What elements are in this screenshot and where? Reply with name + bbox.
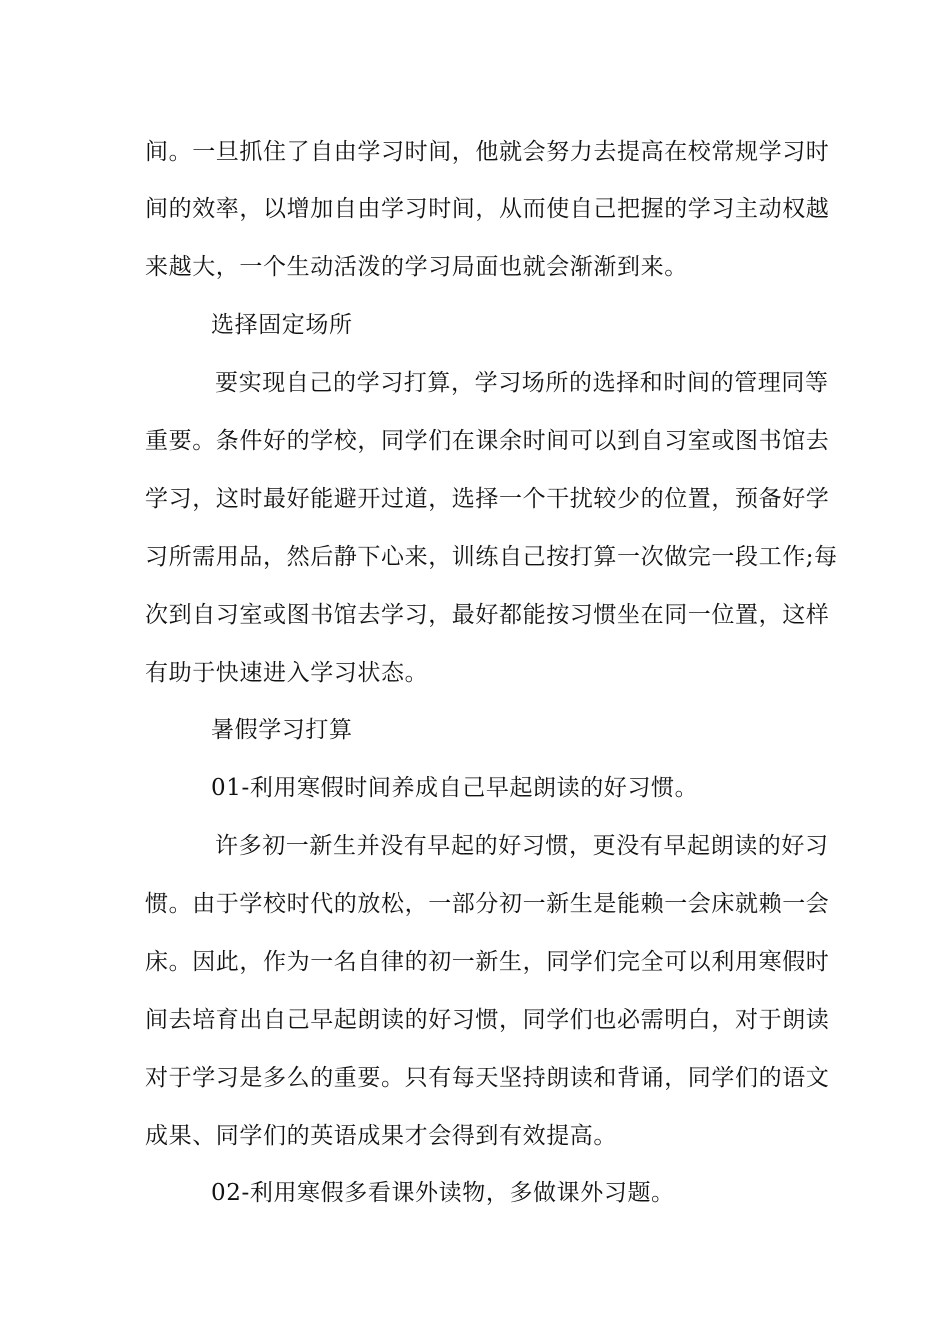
paragraph-line: 间的效率，以增加自由学习时间，从而使自己把握的学习主动权越 bbox=[145, 196, 830, 222]
section-heading: 选择固定场所 bbox=[211, 312, 353, 338]
paragraph-line: 间去培育出自己早起朗读的好习惯，同学们也必需明白，对于朗读 bbox=[145, 1007, 830, 1033]
section-heading: 暑假学习打算 bbox=[211, 717, 353, 743]
list-item-heading: 01-利用寒假时间养成自己早起朗读的好习惯。 bbox=[211, 775, 699, 801]
paragraph-line: 对于学习是多么的重要。只有每天坚持朗读和背诵，同学们的语文 bbox=[145, 1065, 830, 1091]
paragraph-line: 重要。条件好的学校，同学们在课余时间可以到自习室或图书馆去 bbox=[145, 428, 830, 454]
paragraph-line: 要实现自己的学习打算，学习场所的选择和时间的管理同等 bbox=[215, 370, 829, 396]
paragraph-line: 间。一旦抓住了自由学习时间，他就会努力去提高在校常规学习时 bbox=[145, 139, 830, 165]
paragraph-line: 来越大，一个生动活泼的学习局面也就会渐渐到来。 bbox=[145, 254, 688, 280]
list-item-heading: 02-利用寒假多看课外读物，多做课外习题。 bbox=[211, 1180, 675, 1206]
paragraph-line: 成果、同学们的英语成果才会得到有效提高。 bbox=[145, 1123, 617, 1149]
paragraph-line: 次到自习室或图书馆去学习，最好都能按习惯坐在同一位置，这样 bbox=[145, 602, 830, 628]
paragraph-line: 惯。由于学校时代的放松，一部分初一新生是能赖一会床就赖一会 bbox=[145, 891, 830, 917]
paragraph-line: 许多初一新生并没有早起的好习惯，更没有早起朗读的好习 bbox=[215, 833, 829, 859]
paragraph-line: 床。因此，作为一名自律的初一新生，同学们完全可以利用寒假时 bbox=[145, 949, 830, 975]
paragraph-line: 有助于快速进入学习状态。 bbox=[145, 660, 429, 686]
paragraph-line: 学习，这时最好能避开过道，选择一个干扰较少的位置，预备好学 bbox=[145, 486, 830, 512]
paragraph-line: 习所需用品，然后静下心来，训练自己按打算一次做完一段工作;每 bbox=[145, 544, 838, 570]
